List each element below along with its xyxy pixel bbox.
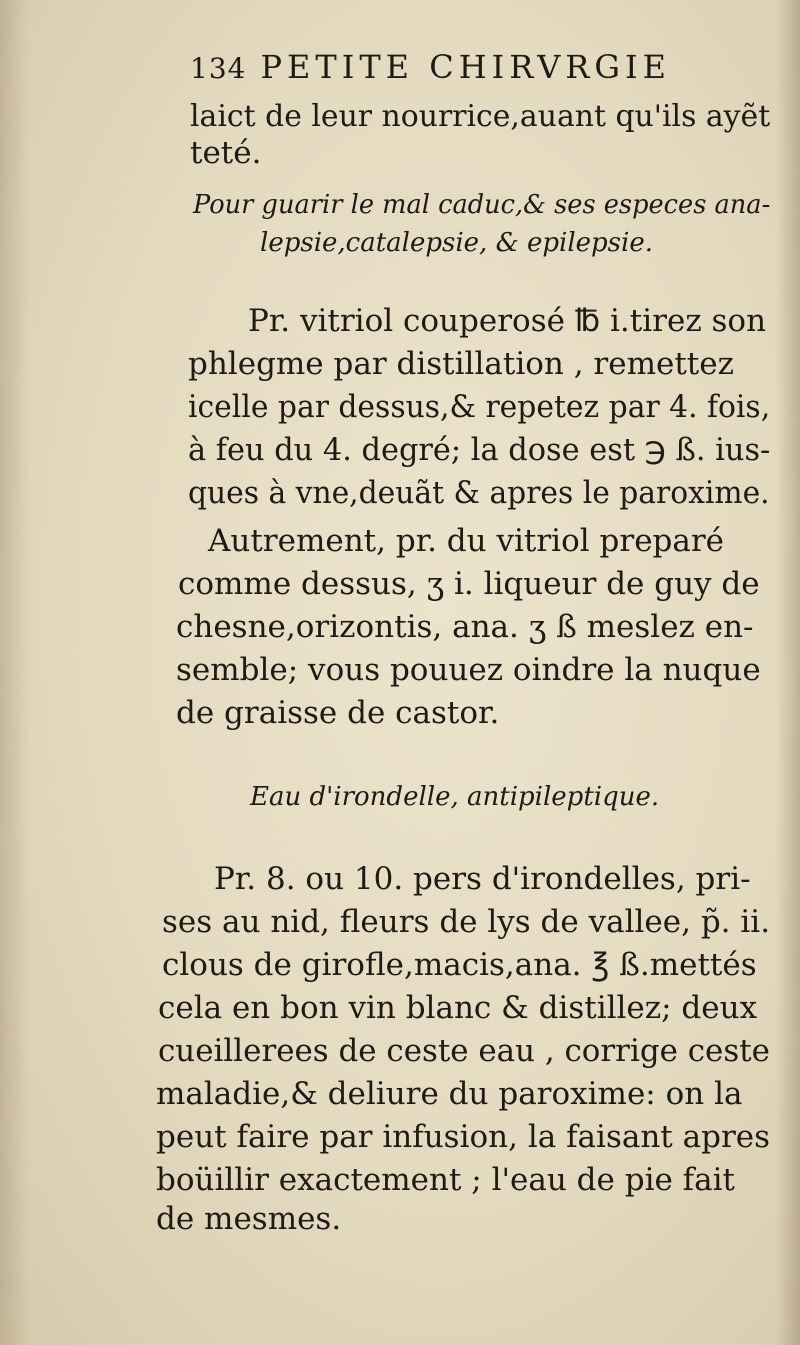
text-line: de graisse de castor. xyxy=(176,695,500,731)
text-line: phlegme par distillation , remettez xyxy=(188,346,734,382)
running-title: PETITE CHIRVRGIE xyxy=(260,48,671,86)
text-line: de mesmes. xyxy=(156,1201,342,1237)
text-line: clous de girofle,macis,ana. ℥ ß.mettés xyxy=(162,947,757,983)
running-header xyxy=(190,48,750,86)
text-line: Autrement, pr. du vitriol preparé xyxy=(208,523,725,559)
text-line: semble; vous pouuez oindre la nuque xyxy=(176,652,761,688)
text-line: cueillerees de ceste eau , corrige ceste xyxy=(158,1033,770,1069)
section-heading: Eau d'irondelle, antipileptique. xyxy=(250,782,660,812)
page-number: 134 xyxy=(190,52,247,85)
text-line: ques à vne,deuãt & apres le paroxime. xyxy=(188,475,770,511)
page-shadow-left xyxy=(0,0,30,1345)
text-line: ses au nid, fleurs de lys de vallee, p̃. ii. xyxy=(162,904,771,940)
text-line: maladie,& deliure du paroxime: on la xyxy=(156,1076,743,1112)
text-line: boüillir exactement ; l'eau de pie fait xyxy=(156,1162,736,1198)
text-line: cela en bon vin blanc & distillez; deux xyxy=(158,990,758,1026)
text-line: laict de leur nourrice,auant qu'ils ayẽt xyxy=(190,99,771,134)
text-line: Pr. vitriol couperosé ℔ i.tirez son xyxy=(248,303,767,339)
text-line: Pr. 8. ou 10. pers d'irondelles, pri- xyxy=(214,861,751,897)
text-line: chesne,orizontis, ana. ʒ ß meslez en- xyxy=(176,609,754,645)
section-heading: Pour guarir le mal caduc,& ses especes ana- xyxy=(193,190,771,220)
page-shadow-right xyxy=(776,0,800,1345)
text-line: comme dessus, ʒ i. liqueur de guy de xyxy=(178,566,760,602)
text-line: à feu du 4. degré; la dose est ℈ ß. ius- xyxy=(188,432,771,468)
text-line: teté. xyxy=(190,135,262,171)
text-line: icelle par dessus,& repetez par 4. fois, xyxy=(188,389,771,425)
section-heading: lepsie,catalepsie, & epilepsie. xyxy=(260,228,653,258)
text-line: peut faire par infusion, la faisant apres xyxy=(156,1119,771,1155)
